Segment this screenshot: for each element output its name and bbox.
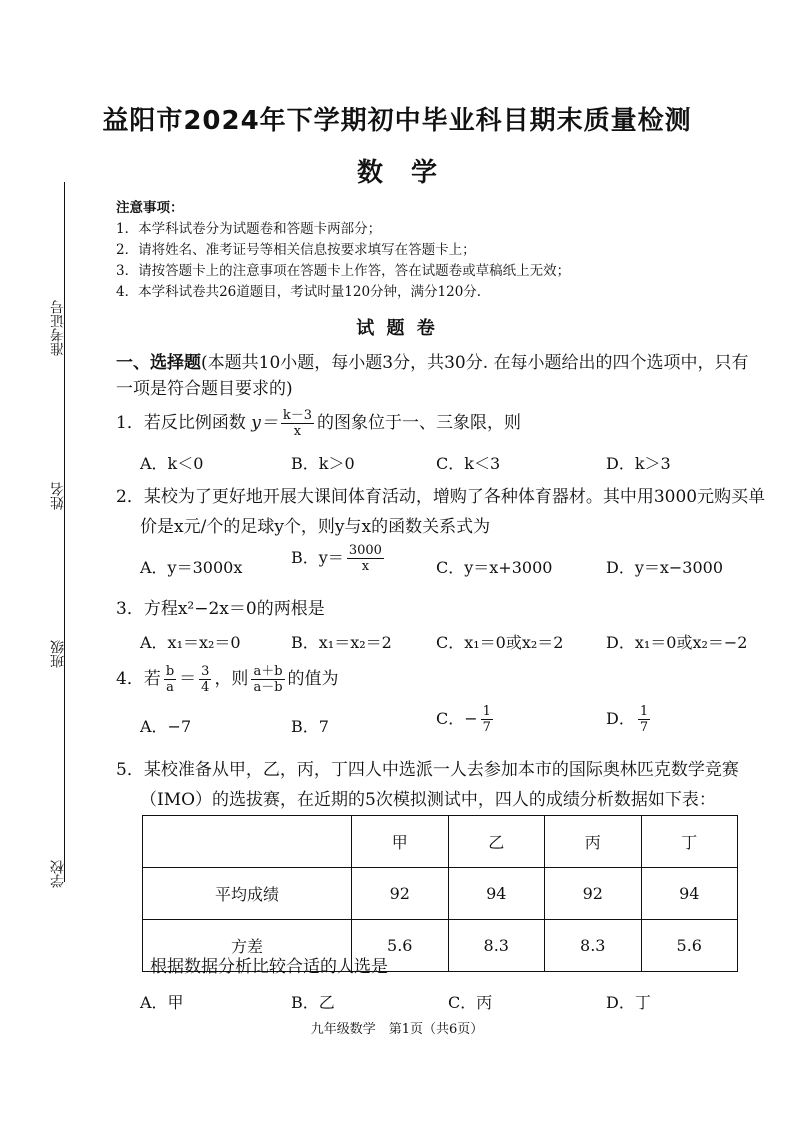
q4-optd-den: 7	[639, 720, 649, 735]
q2-text: 某校为了更好地开展大课间体育活动，增购了各种体育器材。其中用3000元购买单价是x元/个的足球y个，则y与x的函数关系式为	[140, 487, 766, 537]
q4-optd-fraction	[638, 704, 650, 735]
side-label-school: 学校	[50, 860, 66, 888]
table-cell: 94	[448, 868, 545, 920]
note-item: 1．本学科试卷分为试题卷和答题卡两部分；	[116, 221, 382, 237]
table-cell: 平均成绩	[143, 868, 352, 920]
q5-text: 某校准备从甲，乙，丙，丁四人中选派一人去参加本市的国际奥林匹克数学竞赛（IMO）的选拔赛，在近期的5次模拟测试中，四人的成绩分析数据如下表：	[140, 760, 739, 810]
table-cell: 94	[641, 868, 738, 920]
q4-frac-main	[251, 664, 284, 695]
q2-number: 2．	[116, 487, 144, 507]
notes-heading: 注意事项：	[116, 200, 184, 216]
q5-after-text: 根据数据分析比较合适的人选是	[150, 957, 388, 977]
table-header-cell: 丙	[545, 816, 642, 868]
question-1	[116, 408, 766, 439]
q4-f2-num: 3	[201, 664, 210, 679]
exam-title: 益阳市2024年下学期初中毕业科目期末质量检测	[102, 106, 692, 136]
q2-optb-den: x	[361, 559, 370, 574]
q1-number: 1．	[116, 413, 144, 433]
q3-option-a: A．x₁＝x₂＝0	[140, 633, 241, 652]
q4-optc-den: 7	[482, 720, 491, 735]
q4-mid: ，则	[214, 669, 249, 689]
q4-optc-fraction	[481, 704, 493, 735]
q5-option-c: C．丙	[448, 993, 493, 1012]
q1-option-a: A．k＜0	[140, 454, 204, 473]
q3-option-c: C．x₁＝0或x₂＝2	[436, 633, 564, 652]
q3-option-b: B．x₁＝x₂＝2	[291, 633, 392, 652]
q2-option-a: A．y＝3000x	[140, 558, 243, 577]
side-label-exam-id: 准考证号	[50, 300, 66, 356]
q1-post: 的图象位于一、三象限，则	[317, 413, 521, 433]
score-table	[142, 815, 738, 972]
q4-optd-pre: D．	[606, 709, 635, 728]
q4-option-a: A．−7	[140, 717, 192, 736]
q3-number: 3．	[116, 599, 144, 619]
q2-optb-num: 3000	[348, 543, 382, 558]
q4-option-c	[436, 704, 496, 735]
q4-eq: ＝	[179, 669, 197, 689]
q4-f1-den: a	[166, 680, 174, 695]
q5-number: 5．	[116, 760, 144, 780]
q3-text: 方程x²−2x＝0的两根是	[143, 599, 325, 619]
note-item: 2．请将姓名、准考证号等相关信息按要求填写在答题卡上；	[116, 242, 476, 258]
q4-optc-pre: C．−	[436, 709, 478, 728]
q4-frac-ba	[164, 664, 176, 695]
q4-f1-num: b	[165, 664, 175, 679]
side-label-class: 班级	[50, 640, 66, 668]
q4-number: 4．	[116, 669, 144, 689]
q1-option-d: D．k＞3	[606, 454, 671, 473]
q4-f2-den: 4	[201, 680, 210, 695]
notes-block	[116, 198, 570, 303]
table-header-row	[143, 816, 738, 868]
side-label-name: 姓名	[50, 482, 66, 510]
q1-pre: 若反比例函数	[143, 413, 246, 433]
q4-post: 的值为	[287, 669, 339, 689]
q4-option-b: B．7	[291, 717, 329, 736]
q4-optc-num: 1	[482, 704, 491, 719]
q1-fraction	[281, 408, 314, 439]
question-5	[116, 755, 766, 815]
question-3	[116, 596, 766, 622]
q3-option-d: D．x₁＝0或x₂＝−2	[606, 633, 748, 652]
q1-option-b: B．k＞0	[291, 454, 355, 473]
table-header-cell: 乙	[448, 816, 545, 868]
note-item: 3．请按答题卡上的注意事项在答题卡上作答，答在试题卷或草稿纸上无效；	[116, 263, 571, 279]
q5-option-b: B．乙	[291, 993, 335, 1012]
question-4	[116, 664, 766, 695]
q5-option-a: A．甲	[140, 993, 184, 1012]
q2-option-b-pre: B．y＝	[291, 548, 344, 567]
q2-option-b-fraction	[347, 543, 384, 574]
question-2	[116, 482, 766, 542]
table-header-cell	[143, 816, 352, 868]
table-header-cell: 甲	[352, 816, 449, 868]
table-cell: 5.6	[641, 920, 738, 972]
q2-option-b	[291, 543, 387, 574]
table-header-cell: 丁	[641, 816, 738, 868]
q1-option-c: C．k＜3	[436, 454, 501, 473]
table-cell: 8.3	[448, 920, 545, 972]
part1-label: 一、选择题	[116, 353, 201, 373]
table-cell: 92	[352, 868, 449, 920]
section-title: 试 题 卷	[356, 318, 438, 339]
q5-option-d: D．丁	[606, 993, 651, 1012]
subject-title: 数学	[356, 158, 465, 188]
table-cell: 5.6	[352, 920, 449, 972]
table-cell: 方差	[143, 920, 352, 972]
q1-fn-lhs: y＝	[251, 413, 278, 433]
q2-option-c: C．y＝x+3000	[436, 558, 553, 577]
q4-option-d	[606, 704, 653, 735]
q4-optd-num: 1	[639, 704, 649, 719]
q4-pre: 若	[143, 669, 161, 689]
q2-option-d: D．y＝x−3000	[606, 558, 724, 577]
q1-frac-den: x	[293, 424, 302, 439]
note-item: 4．本学科试卷共26道题目，考试时量120分钟，满分120分.	[116, 284, 482, 300]
q4-frac-34	[199, 664, 211, 695]
page-footer: 九年级数学 第1页（共6页）	[310, 1022, 484, 1037]
table-cell: 92	[545, 868, 642, 920]
table-row	[143, 868, 738, 920]
part1-heading	[116, 350, 756, 402]
q4-f3-num: a＋b	[253, 664, 283, 679]
part1-desc: (本题共10小题，每小题3分，共30分. 在每小题给出的四个选项中，只有一项是符合题目要求的)	[116, 353, 749, 399]
table-cell: 8.3	[545, 920, 642, 972]
q1-frac-num: k－3	[282, 408, 312, 423]
q4-f3-den: a－b	[253, 680, 283, 695]
binding-line	[64, 182, 65, 882]
